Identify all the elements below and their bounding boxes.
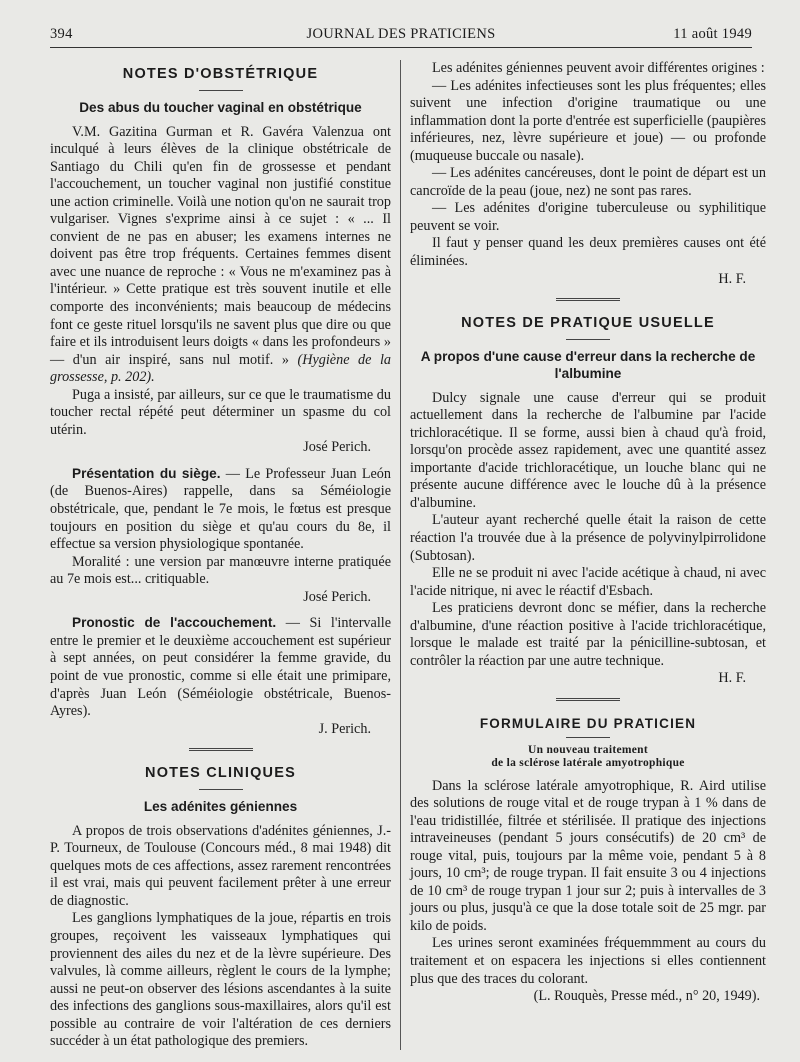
article-paragraph: Pronostic de l'accouchement. — Si l'intervalle entre le premier et le deuxième accouchement est supérieur à sept années, on peut considérer la femme gravide, du point de vue pronostic, comme si elle était une primipare, d'après Juan León (Séméiologie obstétricale, Buenos-Ayres). [50, 615, 392, 720]
article-paragraph: Dulcy signale une cause d'erreur qui se produit actuellement dans la recherche de l'albumine par l'acide trichloracétique. Il se forme, aussi bien à chaud qu'à froid, lorsqu'on procède assez rapidement, avec une quantité assez importante d'acide trichloracétique, un louche blanc qui ne présente aucune différence avec le louche dû à la présence d'albumine. [410, 389, 766, 511]
article-title-toucher-vaginal: Des abus du toucher vaginal en obstétrique [79, 99, 362, 115]
article-paragraph: — Les adénites cancéreuses, dont le point de départ est un cancroïde de la peau (joue, nez) ne sont pas rares. [410, 165, 766, 199]
header-rule [50, 47, 752, 48]
article-title-adenites: Les adénites géniennes [143, 798, 298, 814]
left-column [50, 60, 391, 1051]
column-divider [400, 60, 401, 1050]
page-number: 394 [50, 26, 73, 42]
author-signature: J. Perich. [318, 720, 371, 737]
article-paragraph: Les urines seront examinées fréquemmment au cours du traitement et on espacera les injections si elles contiennent plus que des traces du colorant. [410, 935, 766, 987]
article-paragraph: Il faut y penser quand les deux premières causes ont été éliminées. [410, 235, 766, 270]
article-paragraph: Les praticiens devront donc se méfier, dans la recherche d'albumine, d'une réaction positive à l'acide trichloracétique, lorsque le malade est traité par la pénicilline-subtosan, et contrôler la réaction par une autre technique. [410, 600, 766, 669]
author-signature: H. F. [718, 270, 746, 287]
section-divider [566, 339, 610, 340]
running-header [50, 26, 752, 48]
author-signature: H. F. [718, 670, 746, 687]
section-divider [199, 789, 243, 790]
article-paragraph: Les adénites géniennes peuvent avoir différentes origines : [432, 60, 765, 76]
article-paragraph: A propos de trois observations d'adénites géniennes, J.-P. Tourneux, de Toulouse (Concours méd., 8 mai 1948) dit quelques mots de ces affections, assez rarement rencontrées il est vrai, mais qui peuvent facilement prêter à une erreur de diagnostic. [50, 822, 391, 909]
article-paragraph: — Les adénites infectieuses sont les plus fréquentes; elles suivent une infection d'origine traumatique ou une inflammation dont la porte d'entrée est superficielle (paupières inférieures, nez, lèvre supérieure et joue) — ou profonde (muqueuse buccale ou nasale). [410, 77, 766, 164]
issue-date: 11 août 1949 [673, 26, 752, 42]
article-paragraph: Elle ne se produit ni avec l'acide acétique à chaud, ni avec l'acide nitrique, ni avec le réactif d'Esbach. [410, 565, 766, 599]
article-paragraph: Les ganglions lymphatiques de la joue, répartis en trois groupes, reçoivent les vaisseaux lymphatiques qui proviennent des ailes du nez et de la lèvre supérieure. Des valvules, là comme ailleurs, règlent le cours de la lymphe; aussi ne peut-on observer des lésions ascendantes à la suite des infections des ganglions sous-maxillaires, alors qu'il est possible au contraire de voir l'altération de ces derniers succéder à un état pathologique des premiers. [50, 910, 391, 1050]
double-rule [556, 698, 620, 701]
article-title-line1: Un nouveau traitement [527, 743, 648, 756]
right-column [410, 60, 766, 1006]
article-paragraph: Dans la sclérose latérale amyotrophique, R. Aird utilise des solutions de rouge vital et de rouge trypan à 1 % dans de l'eau tridistillée, filtrée et stérilisée. Il pratique des injections intraveineuses (pendant 5 jours consécutifs) de 20 cm³ de rouge vital, puis, toujours par la même voie, pendant 5 à 8 jours, 10 cm³; de rouge trypan. Il fait ensuite 3 ou 4 injections de 10 cm³ de rouge trypan 1 jour sur 2; puis à intervalles de 3 jours ou plus, jusqu'à ce que la dose totale soit de 25 mgr. par kilo de poids. [410, 777, 766, 934]
author-signature: José Perich. [303, 588, 371, 605]
article-paragraph: Puga a insisté, par ailleurs, sur ce que le traumatisme du toucher rectal répété peut déterminer un spasme du col utérin. [50, 386, 391, 438]
article-paragraph: Présentation du siège. — Le Professeur Juan León (de Buenos-Aires) rappelle, dans sa Séméiologie obstétricale, que, pendant le 7e mois, le fœtus est presque toujours en position du siège et qu'au cours du 8e, il effectue sa version physiologique spontanée. [50, 465, 391, 553]
section-title-pratique-usuelle: NOTES DE PRATIQUE USUELLE [461, 315, 715, 332]
article-paragraph: — Les adénites d'origine tuberculeuse ou syphilitique peuvent se voir. [410, 200, 766, 234]
runin-title-siege: Présentation du siège. [72, 465, 221, 481]
article-title-albumine: A propos d'une cause d'erreur dans la recherche de l'albumine [420, 348, 756, 381]
section-title-obstetrique: NOTES D'OBSTÉTRIQUE [122, 66, 319, 82]
section-title-cliniques: NOTES CLINIQUES [145, 765, 296, 782]
article-title-line2: de la sclérose latérale amyotrophique [491, 756, 685, 769]
article-paragraph: L'auteur ayant recherché quelle était la raison de cette réaction l'a trouvée due à la présence de polyvinylpirrolidone (Subtosan). [410, 512, 766, 564]
double-rule [556, 298, 620, 301]
article-paragraph: V.M. Gazitina Gurman et R. Gavéra Valenzua ont inculqué à leurs élèves de la clinique obstétricale de Santiago du Chili qu'en fin de grossesse et pendant l'accouchement, un toucher vaginal non justifié constitue une action criminelle. Voilà une notion qu'on ne saurait trop vulgariser. Vignes s'exprime ainsi à ce sujet : « ... Il convient de ne pas en abuser; les examens internes ne doivent pas être trop fréquents. Certaines femmes disent avec une nuance de reproche : « Vous ne m'examinez pas à l'intérieur. » Cette pratique est très souvent inutile et elle comporte des inconvénients; mais beaucoup de médecins font ce geste rituel lorsqu'ils ne savent plus que dire ou que faire et ils introduisent leurs doigts « dans les profondeurs » — d'un air inspiré, sans nul motif. » (Hygiène de la grossesse, p. 202). [50, 123, 392, 386]
section-title-formulaire: FORMULAIRE DU PRATICIEN [479, 715, 697, 731]
journal-title: JOURNAL DES PRATICIENS [306, 26, 496, 42]
citation: (L. Rouquès, Presse méd., n° 20, 1949). [533, 988, 760, 1005]
article-paragraph: Moralité : une version par manœuvre interne pratiquée au 7e mois est... critiquable. [50, 553, 391, 588]
author-signature: José Perich. [303, 439, 371, 456]
section-divider [566, 737, 610, 738]
double-rule [189, 748, 253, 751]
section-divider [199, 90, 243, 91]
runin-title-pronostic: Pronostic de l'accouchement. [72, 615, 277, 631]
